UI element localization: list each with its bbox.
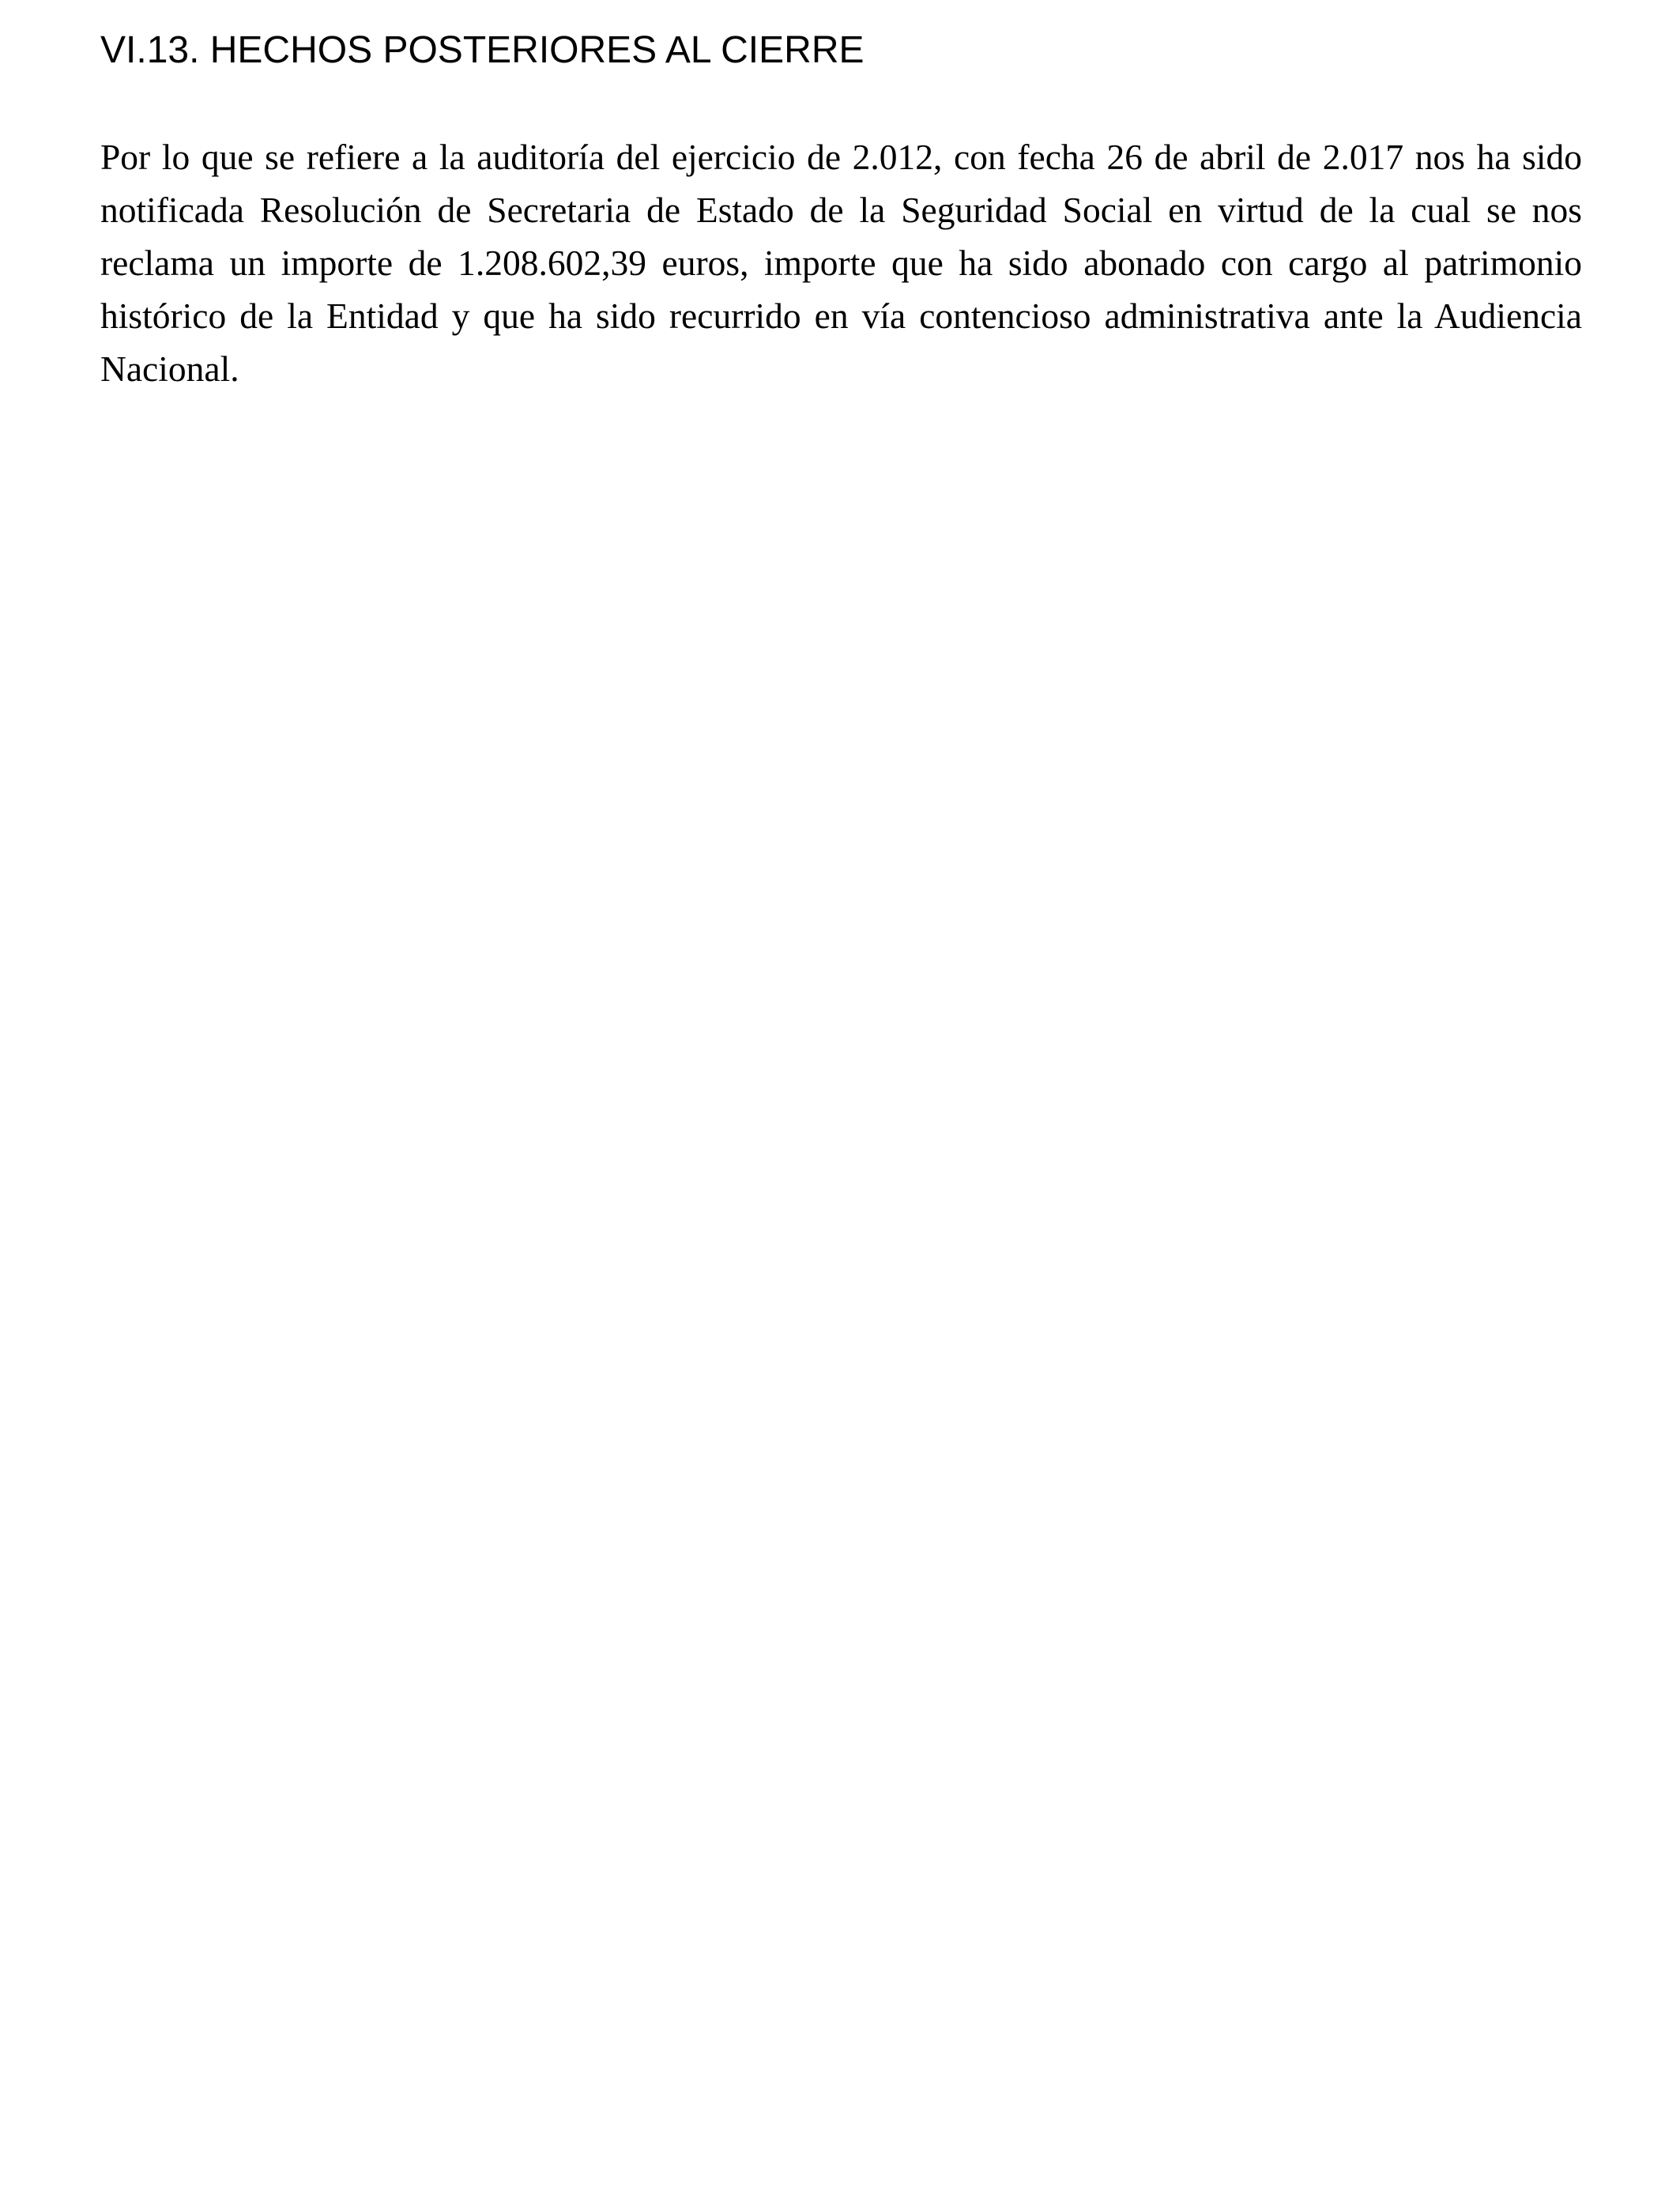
body-paragraph: Por lo que se refiere a la auditoría del ejercicio de 2.012, con fecha 26 de abril de 2.017 nos ha sido notificada Resolución de Secretaria de Estado de la Seguridad Social en virtud de la cual se nos reclama un importe de 1.208.602,39 euros, importe que ha sido abonado con cargo al patrimonio histórico de la Entidad y que ha sido recurrido en vía contencioso administrativa ante la Audiencia Nacional. <box>100 137 1582 389</box>
section-title: VI.13. HECHOS POSTERIORES AL CIERRE <box>100 29 864 71</box>
